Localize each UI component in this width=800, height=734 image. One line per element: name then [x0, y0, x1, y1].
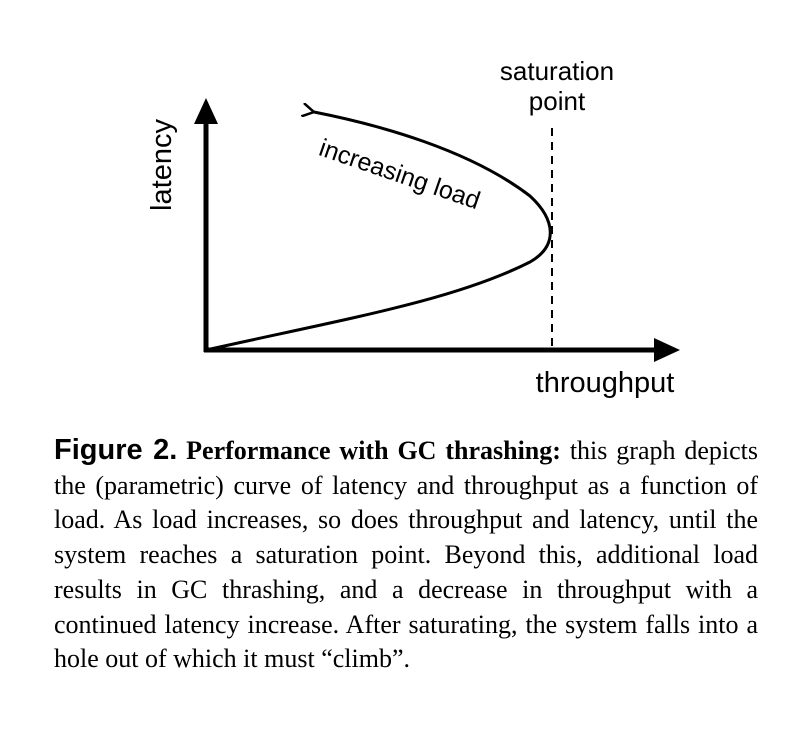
figure-caption [54, 433, 758, 677]
y-axis-arrowhead [194, 98, 218, 124]
figure-number: Figure 2. [54, 434, 178, 466]
figure-title: Performance with GC thrashing: [186, 436, 561, 465]
curve-label: increasing load [315, 133, 484, 216]
saturation-label-line2: point [528, 86, 586, 116]
x-axis-label: throughput [535, 367, 675, 399]
saturation-label-line1: saturation [499, 56, 615, 86]
load-curve [206, 112, 550, 350]
caption-text: this graph depicts the (parametric) curve of latency and throughput as a function of load. As load increases, so does throughput and latency, until the system reaches a saturation point. Beyond this, additional load results in GC thrashing, and a decrease in throughput with a continued latency increase. After saturating, the system falls into a hole out of which it must “climb”. [54, 436, 759, 674]
x-axis-arrowhead [654, 338, 680, 362]
y-axis-label: latency [146, 119, 178, 211]
